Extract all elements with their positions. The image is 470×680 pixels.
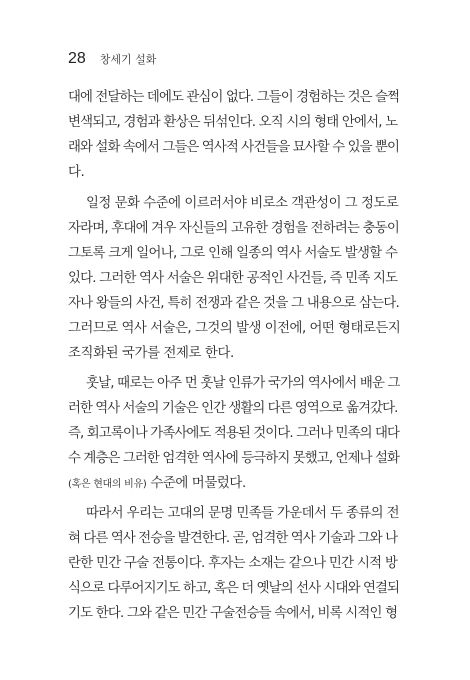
- body-line: 있다. 그러한 역사 서술은 위대한 공적인 사건들, 즉 민족 지도: [68, 271, 398, 286]
- body-line: 즉, 회고록이나 가족사에도 적용된 것이다. 그러나 민족의 대다: [68, 426, 400, 441]
- body-line: 래와 설화 속에서 그들은 역사적 사건들을 묘사할 수 있을 뿐이: [68, 140, 400, 155]
- body-line: 러한 역사 서술의 기술은 인간 생활의 다른 영역으로 옮겨갔다.: [68, 401, 398, 416]
- body-line: 혀 다른 역사 전승을 발견한다. 곧, 엄격한 역사 기술과 그와 나: [68, 531, 398, 546]
- page-header: [68, 50, 156, 72]
- body-line: 식으로 다루어지기도 하고, 혹은 더 옛날의 선사 시대와 연결되: [68, 581, 400, 596]
- body-line: 그러므로 역사 서술은, 그것의 발생 이전에, 어떤 형태로든지: [68, 321, 401, 336]
- body-line: 자라며, 후대에 겨우 자신들의 고유한 경험을 전하려는 충동이: [68, 221, 400, 236]
- body-line: 조직화된 국가를 전제로 한다.: [68, 346, 234, 361]
- body-line: 그토록 크게 일어나, 그로 인해 일종의 역사 서술도 발생할 수: [68, 246, 398, 261]
- body-line: 일정 문화 수준에 이르러서야 비로소 객관성이 그 정도로: [86, 196, 399, 211]
- body-line: 변색되고, 경험과 환상은 뒤섞인다. 오직 시의 형태 안에서, 노: [68, 115, 398, 130]
- page-number: 28: [68, 50, 86, 67]
- body-line: 란한 민간 구술 전통이다. 후자는 소재는 같으나 민간 시적 방: [68, 556, 398, 571]
- body-line: 자나 왕들의 사건, 특히 전쟁과 같은 것을 그 내용으로 삼는다.: [68, 296, 400, 311]
- body-line: 따라서 우리는 고대의 문명 민족들 가운데서 두 종류의 전: [86, 506, 399, 521]
- body-line-text: 수준에 머물렀다.: [150, 476, 246, 491]
- body-line-with-note: [68, 472, 400, 496]
- body-line: 수 계층은 그러한 엄격한 역사에 등극하지 못했고, 언제나 설화: [68, 451, 400, 466]
- body-line: 기도 한다. 그와 같은 민간 구술전승들 속에서, 비록 시적인 형: [68, 606, 398, 621]
- running-title: 창세기 설화: [99, 53, 157, 66]
- inline-note: (혹은 현대의 비유): [68, 479, 147, 490]
- body-line: 대에 전달하는 데에도 관심이 없다. 그들이 경험하는 것은 슬쩍: [68, 90, 400, 105]
- body-line: 다.: [68, 165, 85, 180]
- body-line: 훗날, 때로는 아주 먼 훗날 인류가 국가의 역사에서 배운 그: [86, 376, 400, 391]
